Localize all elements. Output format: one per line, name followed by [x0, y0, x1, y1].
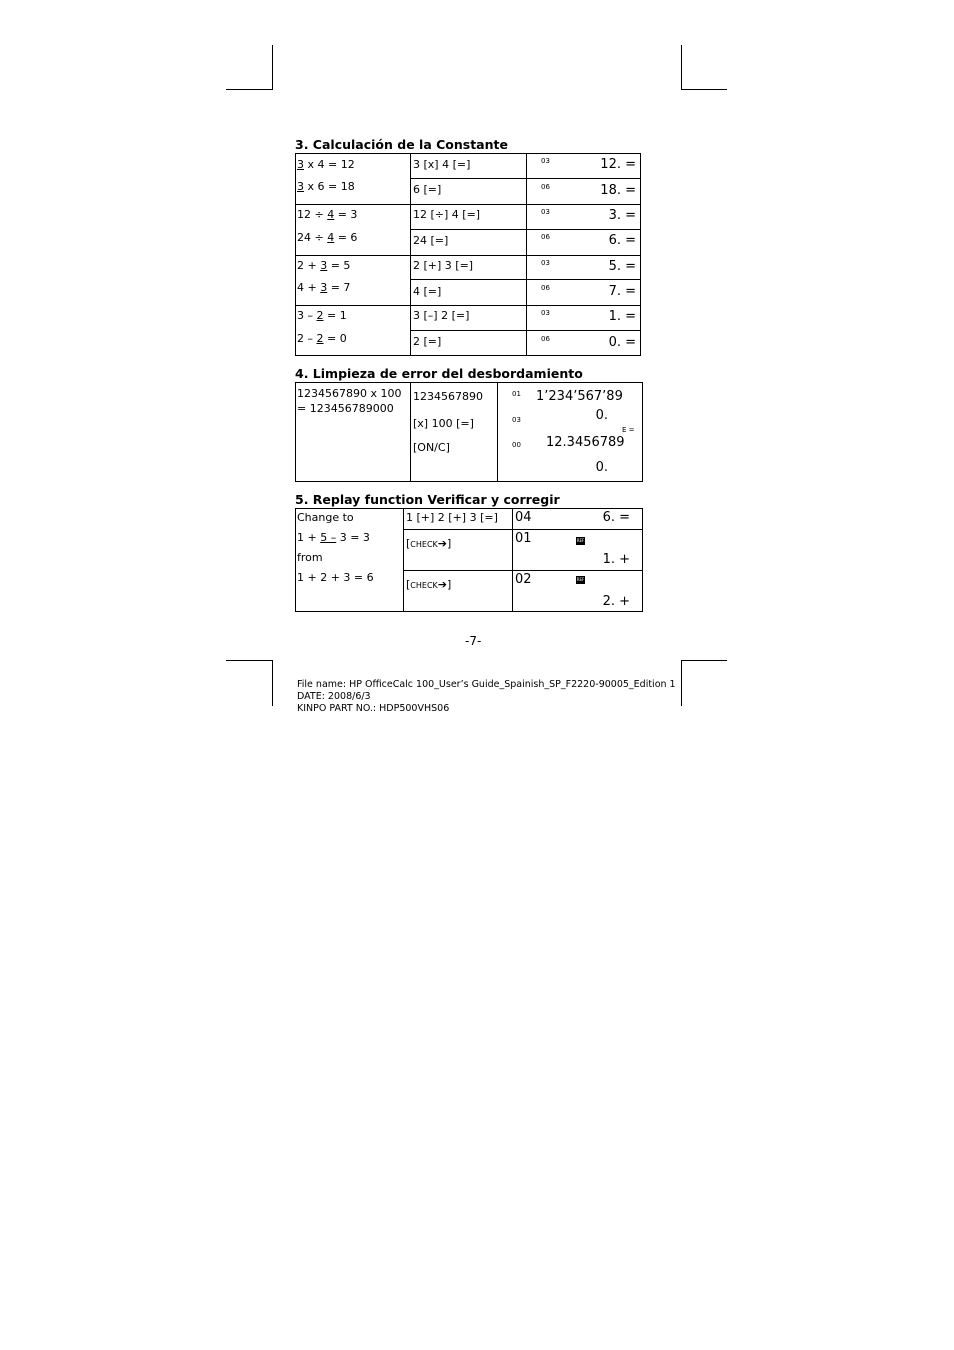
- right-arrow-icon: ➔: [437, 537, 448, 550]
- display-value: 0.: [595, 408, 608, 423]
- counter: 01: [515, 531, 532, 546]
- example-line: 2 – 2 = 0: [297, 332, 347, 345]
- counter: 01: [512, 390, 521, 398]
- check-key: [CHECK➔]: [406, 537, 452, 550]
- crop-mark-bottom-right: [681, 660, 682, 706]
- display-value: 18. =: [600, 183, 636, 198]
- section-3-title: 3. Calculación de la Constante: [295, 137, 508, 152]
- display-value: 1. +: [602, 552, 630, 567]
- footer-filename: File name: HP OfficeCalc 100_User’s Guide_Spainish_SP_F2220-90005_Edition 1: [297, 679, 676, 690]
- key-sequence: [ON/C]: [413, 441, 450, 454]
- display-value: 2. +: [602, 594, 630, 609]
- error-indicator: E =: [622, 426, 635, 434]
- example-line: 1 + 2 + 3 = 6: [297, 571, 374, 584]
- footer-date: DATE: 2008/6/3: [297, 691, 371, 702]
- crop-mark-bottom-left: [272, 660, 273, 706]
- counter: 06: [541, 335, 550, 343]
- display-value: 12.3456789: [546, 435, 625, 450]
- display-value: 1. =: [608, 309, 636, 324]
- key-sequence: 1 [+] 2 [+] 3 [=]: [406, 511, 498, 524]
- example-line: = 123456789000: [297, 402, 394, 415]
- page-number: -7-: [465, 634, 482, 648]
- display-value: 6. =: [608, 233, 636, 248]
- key-sequence: 6 [=]: [413, 183, 442, 196]
- footer-part-no: KINPO PART NO.: HDP500VHS06: [297, 703, 450, 714]
- key-sequence: [x] 100 [=]: [413, 417, 474, 430]
- key-sequence: 2 [+] 3 [=]: [413, 259, 474, 272]
- crop-mark-bottom-right-h: [681, 660, 727, 661]
- example-line: Change to: [297, 511, 354, 524]
- display-value: 7. =: [608, 284, 636, 299]
- key-sequence: 2 [=]: [413, 335, 442, 348]
- example-line: 4 + 3 = 7: [297, 281, 351, 294]
- crop-mark-top-right-h: [681, 89, 727, 90]
- display-value: 0.: [595, 460, 608, 475]
- key-sequence: 3 [–] 2 [=]: [413, 309, 470, 322]
- example-line: 1 + 5 – 3 = 3: [297, 531, 370, 544]
- counter: 03: [541, 259, 550, 267]
- display-value: 3. =: [608, 208, 636, 223]
- counter: 04: [515, 510, 532, 525]
- crop-mark-bottom-left-h: [226, 660, 273, 661]
- display-value: 0. =: [608, 335, 636, 350]
- example-line: 12 ÷ 4 = 3: [297, 208, 358, 221]
- counter: 03: [512, 416, 521, 424]
- ref-indicator-icon: REF: [576, 577, 585, 582]
- ref-indicator-icon: REF: [576, 538, 585, 543]
- key-sequence: 3 [x] 4 [=]: [413, 158, 471, 171]
- display-value: 1’234’567’89: [536, 389, 623, 404]
- key-sequence: 12 [÷] 4 [=]: [413, 208, 481, 221]
- crop-mark-top-left: [272, 45, 273, 90]
- counter: 03: [541, 309, 550, 317]
- crop-mark-top-right: [681, 45, 682, 90]
- example-line: 3 x 4 = 12: [297, 158, 355, 171]
- section-5-title: 5. Replay function Verificar y corregir: [295, 492, 560, 507]
- example-line: 24 ÷ 4 = 6: [297, 231, 358, 244]
- display-value: 12. =: [600, 157, 636, 172]
- counter: 06: [541, 284, 550, 292]
- crop-mark-top-left-h: [226, 89, 273, 90]
- example-line: 1234567890 x 100: [297, 387, 402, 400]
- counter: 00: [512, 441, 521, 449]
- example-line: 3 x 6 = 18: [297, 180, 355, 193]
- example-line: 2 + 3 = 5: [297, 259, 351, 272]
- display-value: 5. =: [608, 259, 636, 274]
- example-line: 3 – 2 = 1: [297, 309, 347, 322]
- section-4-title: 4. Limpieza de error del desbordamiento: [295, 366, 583, 381]
- check-key: [CHECK➔]: [406, 578, 452, 591]
- key-sequence: 4 [=]: [413, 285, 442, 298]
- display-value: 6. =: [602, 510, 630, 525]
- example-line: from: [297, 551, 323, 564]
- right-arrow-icon: ➔: [437, 578, 448, 591]
- counter: 02: [515, 572, 532, 587]
- counter: 06: [541, 233, 550, 241]
- counter: 03: [541, 208, 550, 216]
- key-sequence: 24 [=]: [413, 234, 449, 247]
- counter: 06: [541, 183, 550, 191]
- counter: 03: [541, 157, 550, 165]
- key-sequence: 1234567890: [413, 390, 483, 403]
